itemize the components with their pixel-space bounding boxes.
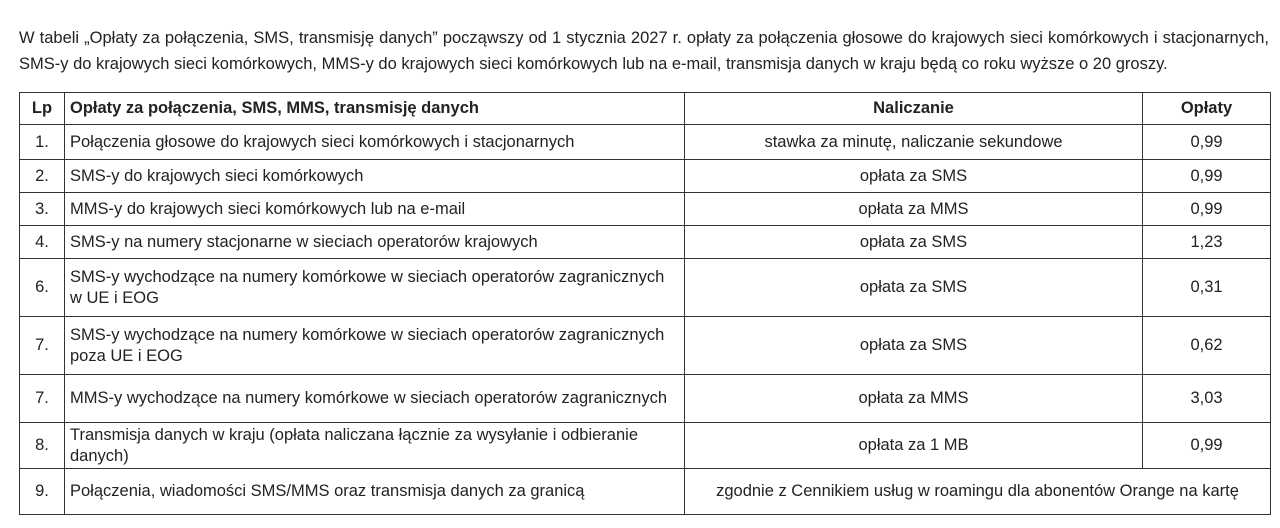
intro-paragraph: W tabeli „Opłaty za połączenia, SMS, transmisję danych” począwszy od 1 stycznia 2027 r. opłaty za połączenia głosowe do krajowych sieci komórkowych i stacjonarnych, SMS-y do krajowych sieci komórkowych, MMS-y do krajowych sieci komórkowych lub na e-mail, transmisja danych w kraju będą co roku wyższe o 20 groszy. [19,28,1269,73]
header-billing: Naliczanie [685,93,1143,125]
row-fee: 0,99 [1143,125,1271,160]
fees-table [19,92,1271,515]
header-lp: Lp [20,93,65,125]
row-fee: 0,99 [1143,193,1271,226]
row-fee: 0,31 [1143,259,1271,317]
table-row [20,375,1271,423]
row-billing: stawka za minutę, naliczanie sekundowe [685,125,1143,160]
row-billing: opłata za SMS [685,160,1143,193]
row-fee: 0,99 [1143,423,1271,469]
row-fee: 3,03 [1143,375,1271,423]
row-billing: opłata za MMS [685,375,1143,423]
row-fee: 0,62 [1143,317,1271,375]
row-number: 1. [20,125,65,160]
header-fees: Opłaty [1143,93,1271,125]
row-number: 4. [20,226,65,259]
row-description: SMS-y do krajowych sieci komórkowych [65,160,685,193]
row-description: SMS-y wychodzące na numery komórkowe w sieciach operatorów zagranicznych poza UE i EOG [65,317,685,375]
table-row [20,125,1271,160]
table-row [20,226,1271,259]
row-billing: opłata za 1 MB [685,423,1143,469]
row-billing: opłata za SMS [685,226,1143,259]
row-fee: 0,99 [1143,160,1271,193]
row-description: SMS-y wychodzące na numery komórkowe w sieciach operatorów zagranicznych w UE i EOG [65,259,685,317]
table-row [20,160,1271,193]
table-row [20,423,1271,469]
row-description: MMS-y wychodzące na numery komórkowe w sieciach operatorów zagranicznych [65,375,685,423]
header-fee-type: Opłaty za połączenia, SMS, MMS, transmisję danych [65,93,685,125]
table-row [20,193,1271,226]
row-billing: zgodnie z Cennikiem usług w roamingu dla abonentów Orange na kartę [685,469,1271,515]
row-number: 8. [20,423,65,469]
row-fee: 1,23 [1143,226,1271,259]
row-number: 6. [20,259,65,317]
row-number: 3. [20,193,65,226]
row-number: 9. [20,469,65,515]
table-row [20,317,1271,375]
table-header-row [20,93,1271,125]
row-description: Transmisja danych w kraju (opłata naliczana łącznie za wysyłanie i odbieranie danych) [65,423,685,469]
row-billing: opłata za SMS [685,317,1143,375]
row-billing: opłata za SMS [685,259,1143,317]
row-number: 2. [20,160,65,193]
table-row [20,469,1271,515]
row-description: Połączenia głosowe do krajowych sieci komórkowych i stacjonarnych [65,125,685,160]
row-description: MMS-y do krajowych sieci komórkowych lub na e-mail [65,193,685,226]
row-description: SMS-y na numery stacjonarne w sieciach operatorów krajowych [65,226,685,259]
row-description: Połączenia, wiadomości SMS/MMS oraz transmisja danych za granicą [65,469,685,515]
table-row [20,259,1271,317]
row-number: 7. [20,375,65,423]
row-number: 7. [20,317,65,375]
row-billing: opłata za MMS [685,193,1143,226]
